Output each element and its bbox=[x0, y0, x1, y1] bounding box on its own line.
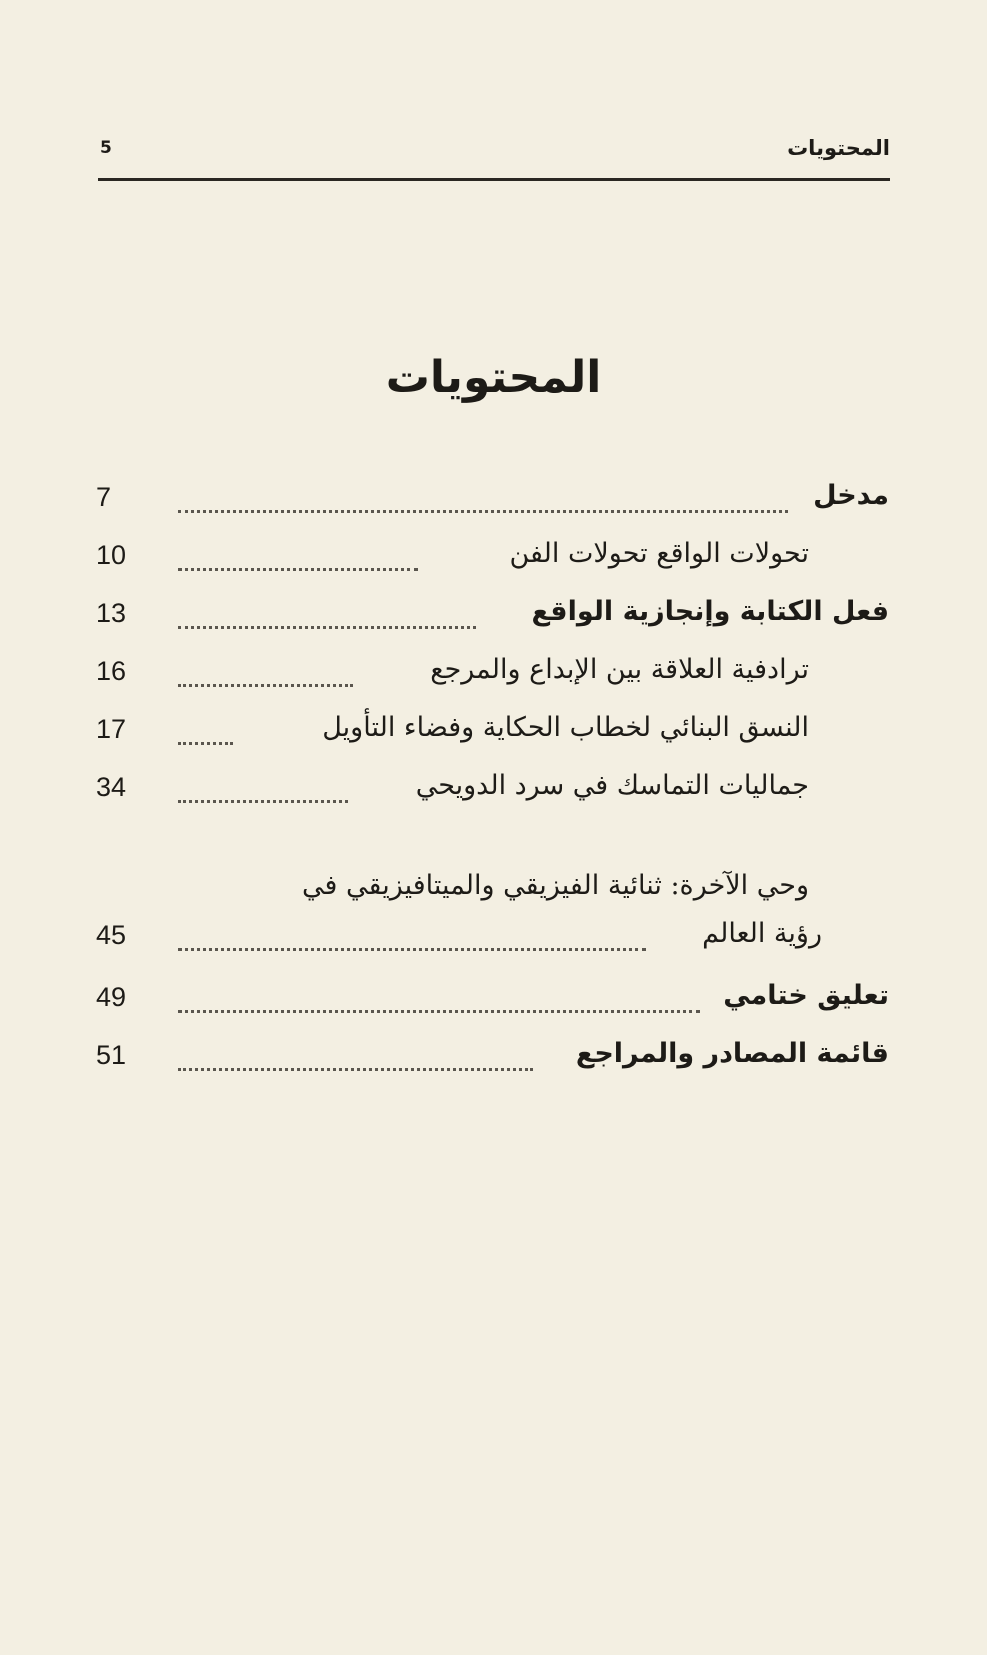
toc-page-number: 10 bbox=[96, 540, 127, 570]
toc-entry bbox=[0, 1040, 987, 1088]
toc-label-line-1: وحي الآخرة: ثنائية الفيزيقي والميتافيزيقي في bbox=[302, 870, 809, 901]
running-head bbox=[98, 136, 890, 168]
running-head-page-number: 5 bbox=[100, 138, 112, 158]
dot-leader bbox=[178, 616, 476, 629]
dot-leader bbox=[178, 558, 418, 571]
toc-label: تحولات الواقع تحولات الفن bbox=[509, 538, 809, 569]
header-rule bbox=[98, 178, 890, 181]
toc-label: النسق البنائي لخطاب الحكاية وفضاء التأويل bbox=[322, 712, 809, 743]
toc-label: ترادفية العلاقة بين الإبداع والمرجع bbox=[430, 654, 809, 685]
page-title: المحتويات bbox=[385, 352, 602, 403]
toc-page-number: 34 bbox=[96, 772, 127, 802]
toc-entry bbox=[0, 920, 987, 968]
toc-label: مدخل bbox=[813, 480, 889, 511]
dot-leader bbox=[178, 938, 646, 951]
toc-page-number: 45 bbox=[96, 920, 127, 950]
toc-entry bbox=[0, 982, 987, 1030]
dot-leader bbox=[178, 500, 788, 513]
dot-leader bbox=[178, 674, 353, 687]
toc-page-number: 16 bbox=[96, 656, 127, 686]
toc-entry bbox=[0, 714, 987, 762]
toc-entry bbox=[0, 540, 987, 588]
toc-entry bbox=[0, 656, 987, 704]
toc-label-line-2: رؤية العالم bbox=[702, 918, 822, 949]
running-head-title: المحتويات bbox=[787, 136, 890, 160]
toc-label: قائمة المصادر والمراجع bbox=[575, 1038, 889, 1069]
toc-label: جماليات التماسك في سرد الدويحي bbox=[415, 770, 809, 801]
toc-entry bbox=[0, 772, 987, 820]
toc-entry bbox=[0, 598, 987, 646]
dot-leader bbox=[178, 1000, 700, 1013]
toc-page-number: 51 bbox=[96, 1040, 127, 1070]
toc-label: فعل الكتابة وإنجازية الواقع bbox=[531, 596, 889, 627]
toc-label: تعليق ختامي bbox=[723, 980, 889, 1011]
dot-leader bbox=[178, 1058, 533, 1071]
toc-page-number: 49 bbox=[96, 982, 127, 1012]
toc-page-number: 13 bbox=[96, 598, 127, 628]
toc-entry bbox=[0, 482, 987, 530]
dot-leader bbox=[178, 790, 348, 803]
toc-page-number: 17 bbox=[96, 714, 127, 744]
toc-page-number: 7 bbox=[96, 482, 112, 512]
dot-leader bbox=[178, 732, 233, 745]
